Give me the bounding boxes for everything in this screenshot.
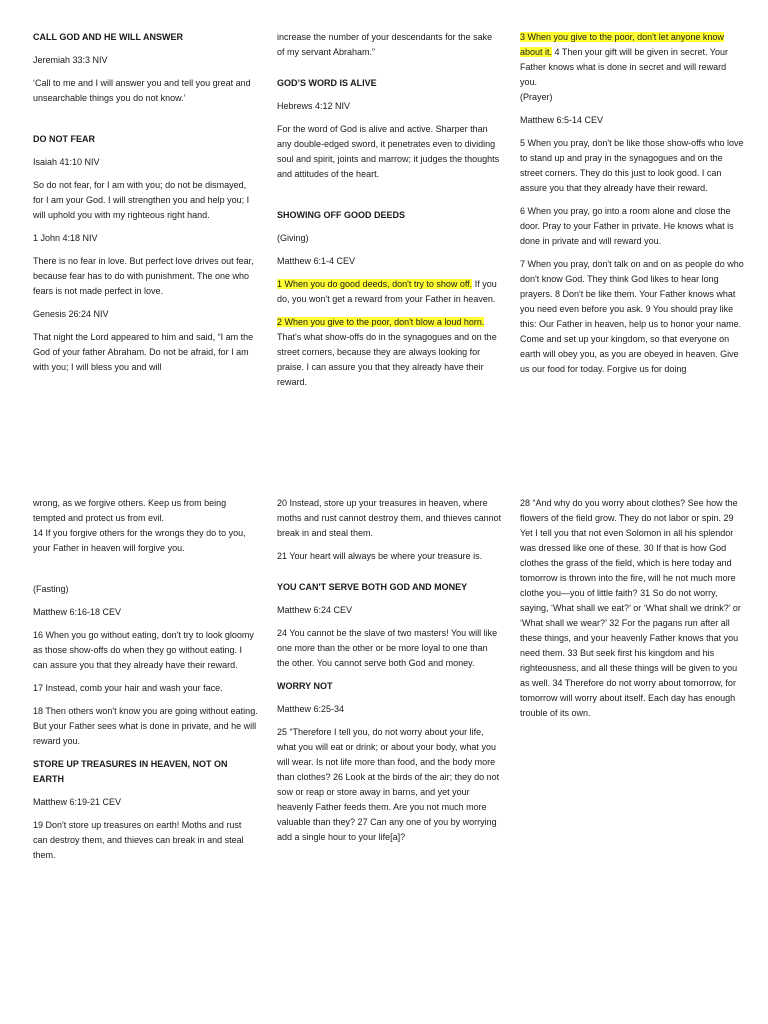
verse-text: 14 If you forgive others for the wrongs they do to you, your Father in heaven will forgive you.	[33, 528, 246, 553]
section-subtitle: (Giving)	[277, 233, 309, 243]
heading-god-and-money: YOU CAN'T SERVE BOTH GOD AND MONEY	[277, 582, 468, 592]
verse-text	[277, 315, 502, 390]
highlighted-verse: 3 When you give to the poor, don't let anyone know about it.	[520, 32, 724, 57]
heading-store-treasures: STORE UP TREASURES IN HEAVEN, NOT ON EARTH	[33, 759, 228, 784]
column-3	[520, 496, 745, 729]
column-2	[277, 30, 502, 398]
column-2	[277, 496, 502, 853]
column-3	[520, 30, 745, 385]
column-1	[33, 30, 258, 383]
scripture-reference: Genesis 26:24 NIV	[33, 309, 109, 319]
heading-gods-word: GOD’S WORD IS ALIVE	[277, 78, 377, 88]
verse-continuation: 4 Then your gift will be given in secret. Your Father knows what is done in secret and will reward you.	[520, 47, 728, 87]
verse-text: 20 Instead, store up your treasures in heaven, where moths and rust cannot destroy them, and thieves cannot break in and steal them.	[277, 498, 502, 538]
verse-text: ‘Call to me and I will answer you and tell you great and unsearchable things you do not know.’	[33, 78, 251, 103]
page-bottom	[0, 498, 768, 1024]
verse-text: wrong, as we forgive others. Keep us from being tempted and protect us from evil.	[33, 498, 227, 523]
verse-text: 28 “And why do you worry about clothes? See how the flowers of the field grow. They do not labor or spin. 29 Yet I tell you that not even Solomon in all his splendor was dressed like one of these. 30 If that is how God clothes the grass of the field, which is here today and tomorrow is thrown into the fire, will he not much more clothe you—you of little faith? 31 So do not worry, saying, ‘What shall we eat?’ or ‘What shall we drink?’ or ‘What shall we wear?’ 32 For the pagans run after all these things, and your heavenly Father knows that you need them. 33 But seek first his kingdom and his righteousness, and all these things will be given to you as well. 34 Therefore do not worry about tomorrow, for tomorrow will worry about itself. Each day has enough trouble of its own.	[520, 498, 741, 718]
verse-text: That night the Lord appeared to him and said, “I am the God of your father Abraham. Do not be afraid, for I am with you; I will bless you and will	[33, 332, 254, 372]
verse-text	[277, 277, 502, 307]
scripture-reference: Jeremiah 33:3 NIV	[33, 55, 108, 65]
scripture-reference: Isaiah 41:10 NIV	[33, 157, 100, 167]
highlighted-verse: 2 When you give to the poor, don't blow a loud horn.	[277, 317, 485, 327]
section-subtitle: (Fasting)	[33, 584, 69, 594]
verse-text: 5 When you pray, don't be like those show-offs who love to stand up and pray in the synagogues and on the street corners. They do this just to look good. I can assure you that they already have their reward.	[520, 138, 744, 193]
verse-text: For the word of God is alive and active. Sharper than any double-edged sword, it penetrates even to dividing soul and spirit, joints and marrow; it judges the thoughts and attitudes of the heart.	[277, 124, 500, 179]
verse-continuation: That's what show-offs do in the synagogues and on the street corners, because they are always looking for praise. I can assure you that they already have their reward.	[277, 332, 497, 387]
column-1	[33, 496, 258, 871]
verse-text: 24 You cannot be the slave of two masters! You will like one more than the other or be more loyal to one than the other. You cannot serve both God and money.	[277, 628, 498, 668]
verse-text: 7 When you pray, don't talk on and on as people do who don't know God. They think God likes to hear long prayers. 8 Don't be like them. Your Father knows what you need even before you ask. 9 You should pray like this: Our Father in heaven, help us to honor your name. Come and set up your kingdom, so that everyone on earth will obey you, as you are obeyed in heaven. Give us our food for today. Forgive us for doing	[520, 259, 744, 374]
scripture-reference: Hebrews 4:12 NIV	[277, 101, 351, 111]
heading-showing-off: SHOWING OFF GOOD DEEDS	[277, 210, 406, 220]
highlighted-verse: 1 When you do good deeds, don't try to show off.	[277, 279, 473, 289]
heading-do-not-fear: DO NOT FEAR	[33, 134, 95, 144]
verse-text: increase the number of your descendants for the sake of my servant Abraham.”	[277, 32, 493, 57]
verse-text: 25 “Therefore I tell you, do not worry about your life, what you will eat or drink; or about your body, what you will wear. Is not life more than food, and the body more than clothes? 26 Look at the birds of the air; they do not sow or reap or store away in barns, and yet your heavenly Father feeds them. Are you not much more valuable than they? 27 Can any one of you by worrying add a single hour to your life[a]?	[277, 727, 500, 842]
verse-text: There is no fear in love. But perfect love drives out fear, because fear has to do with punishment. The one who fears is not made perfect in love.	[33, 256, 254, 296]
verse-text: 21 Your heart will always be where your treasure is.	[277, 551, 483, 561]
scripture-reference: Matthew 6:1-4 CEV	[277, 256, 356, 266]
verse-text: 18 Then others won't know you are going without eating. But your Father sees what is done in private, and he will reward you.	[33, 706, 258, 746]
scripture-reference: Matthew 6:16-18 CEV	[33, 607, 122, 617]
verse-text: 16 When you go without eating, don't try to look gloomy as those show-offs do when they go without eating. I can assure you that they already have their reward.	[33, 630, 254, 670]
section-subtitle: (Prayer)	[520, 92, 553, 102]
verse-text: 19 Don't store up treasures on earth! Moths and rust can destroy them, and thieves can break in and steal them.	[33, 820, 244, 860]
verse-text: 17 Instead, comb your hair and wash your face.	[33, 683, 223, 693]
verse-continuation: If you do, you won't get a reward from your Father in heaven.	[277, 279, 497, 304]
verse-text	[520, 30, 745, 90]
scripture-reference: Matthew 6:19-21 CEV	[33, 797, 122, 807]
verse-text: 6 When you pray, go into a room alone and close the door. Pray to your Father in private. He knows what is done in private and will reward you.	[520, 206, 734, 246]
scripture-reference: Matthew 6:24 CEV	[277, 605, 353, 615]
scripture-reference: 1 John 4:18 NIV	[33, 233, 98, 243]
heading-worry-not: WORRY NOT	[277, 681, 333, 691]
verse-text: So do not fear, for I am with you; do not be dismayed, for I am your God. I will strengthen you and help you; I will uphold you with my righteous right hand.	[33, 180, 250, 220]
heading-call-god: CALL GOD AND HE WILL ANSWER	[33, 32, 183, 42]
scripture-reference: Matthew 6:5-14 CEV	[520, 115, 604, 125]
scripture-reference: Matthew 6:25-34	[277, 704, 345, 714]
